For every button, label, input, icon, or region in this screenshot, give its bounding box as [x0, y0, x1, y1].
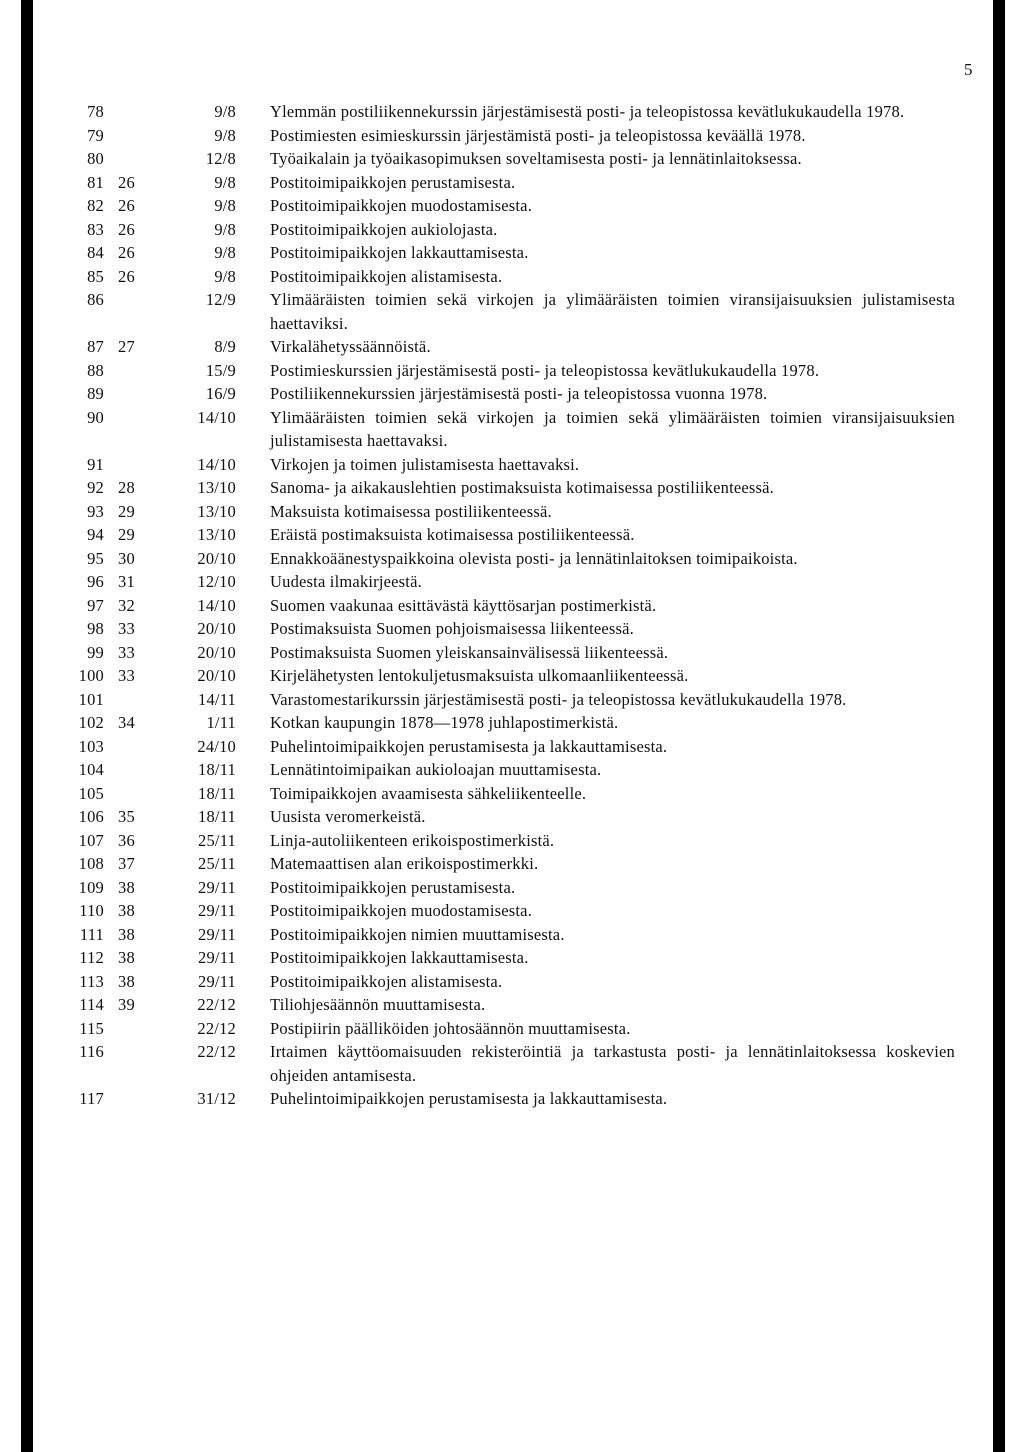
list-item — [0, 453, 1024, 477]
entry-title: Postimaksuista Suomen pohjoismaisessa liikenteessä. — [270, 619, 635, 638]
list-item — [0, 735, 1024, 759]
entry-date: 9/8 — [214, 102, 236, 121]
entry-date: 12/10 — [197, 572, 236, 591]
entry-date: 31/12 — [197, 1089, 236, 1108]
entry-date: 9/8 — [214, 196, 236, 215]
entry-number: 112 — [79, 948, 104, 967]
entry-date: 25/11 — [198, 854, 236, 873]
entry-number: 100 — [78, 666, 104, 685]
entry-date: 14/10 — [197, 595, 236, 615]
entry-page: 38 — [118, 924, 135, 944]
entry-page: 37 — [118, 854, 135, 873]
entry-number: 87 — [87, 337, 104, 356]
entry-date: 20/10 — [197, 619, 236, 638]
list-item — [0, 923, 1024, 947]
entry-date: 8/9 — [214, 337, 236, 356]
list-item — [0, 500, 1024, 524]
list-item — [0, 664, 1024, 688]
entry-page: 26 — [118, 243, 135, 262]
list-item — [0, 218, 1024, 242]
list-item — [0, 147, 1024, 171]
entry-title: Uusista veromerkeistä. — [270, 807, 426, 826]
entry-date: 9/8 — [214, 172, 236, 192]
entry-title: Maksuista kotimaisessa postiliikenteessä. — [270, 501, 552, 521]
entry-number: 116 — [79, 1042, 104, 1061]
entry-number: 115 — [79, 1018, 104, 1038]
entry-page: 33 — [118, 619, 135, 638]
entry-date: 12/9 — [205, 290, 236, 309]
entry-number: 109 — [78, 877, 104, 897]
list-item — [0, 852, 1024, 876]
entry-date: 15/9 — [205, 360, 236, 380]
entry-title: Puhelintoimipaikkojen perustamisesta ja lakkauttamisesta. — [270, 736, 668, 756]
entry-title: Tiliohjesäännön muuttamisesta. — [270, 995, 486, 1014]
entry-page: 31 — [118, 572, 135, 591]
entry-title: Postitoimipaikkojen lakkauttamisesta. — [270, 243, 529, 262]
entry-date: 29/11 — [198, 877, 236, 897]
entry-date: 14/10 — [197, 454, 236, 474]
entry-number: 96 — [87, 572, 104, 591]
entry-title: Postitoimipaikkojen alistamisesta. — [270, 971, 503, 991]
entry-page: 39 — [118, 995, 135, 1014]
entry-date: 25/11 — [198, 830, 236, 850]
entry-number: 84 — [87, 243, 104, 262]
list-item — [0, 899, 1024, 923]
list-item — [0, 570, 1024, 594]
entry-title: Postitoimipaikkojen aukiolojasta. — [270, 219, 498, 239]
list-item — [0, 758, 1024, 782]
entry-title: Irtaimen käyttöomaisuuden rekisteröintiä ja tarkastusta posti- ja lennätinlaitoksessa koskevien ohjeiden antamisesta. — [270, 1042, 955, 1085]
entry-date: 24/10 — [197, 736, 236, 756]
entry-title: Ylimääräisten toimien sekä virkojen ja toimien sekä ylimääräisten toimien viransijaisuuksien julistamisesta haettavaksi. — [270, 407, 955, 450]
entry-page: 27 — [118, 337, 135, 356]
entry-date: 14/10 — [197, 407, 236, 427]
entry-title: Postimaksuista Suomen yleiskansainvälisessä liikenteessä. — [270, 642, 669, 662]
entry-title: Puhelintoimipaikkojen perustamisesta ja lakkauttamisesta. — [270, 1089, 668, 1108]
entry-number: 80 — [87, 149, 104, 168]
entry-number: 113 — [79, 971, 104, 991]
entry-date: 20/10 — [197, 642, 236, 662]
list-item — [0, 711, 1024, 735]
list-item — [0, 288, 1024, 335]
entry-number: 94 — [87, 525, 104, 544]
entry-title: Suomen vaakunaa esittävästä käyttösarjan postimerkistä. — [270, 595, 657, 615]
list-item — [0, 688, 1024, 712]
entry-date: 29/11 — [198, 924, 236, 944]
entry-number: 82 — [87, 196, 104, 215]
list-item — [0, 641, 1024, 665]
entry-number: 93 — [87, 501, 104, 521]
entry-date: 13/10 — [197, 501, 236, 521]
entry-page: 35 — [118, 807, 135, 826]
list-item — [0, 970, 1024, 994]
entry-title: Postipiirin päälliköiden johtosäännön muuttamisesta. — [270, 1018, 631, 1038]
entry-page: 38 — [118, 971, 135, 991]
entry-date: 12/8 — [205, 149, 236, 168]
list-item — [0, 406, 1024, 453]
entry-title: Postitoimipaikkojen nimien muuttamisesta. — [270, 924, 565, 944]
list-item — [0, 265, 1024, 289]
entry-title: Virkalähetyssäännöistä. — [270, 337, 431, 356]
list-item — [0, 382, 1024, 406]
entry-date: 20/10 — [197, 548, 236, 568]
entry-number: 78 — [87, 102, 104, 121]
entry-title: Varastomestarikurssin järjestämisestä posti- ja teleopistossa kevätlukukaudella 1978. — [270, 689, 847, 709]
entry-date: 9/8 — [214, 266, 236, 286]
list-item — [0, 617, 1024, 641]
entry-date: 13/10 — [197, 525, 236, 544]
entry-number: 117 — [79, 1089, 104, 1108]
entry-page: 29 — [118, 525, 135, 544]
entry-date: 9/8 — [214, 243, 236, 262]
entry-title: Linja-autoliikenteen erikoispostimerkistä. — [270, 830, 555, 850]
entry-date: 1/11 — [206, 713, 236, 732]
entry-title: Virkojen ja toimen julistamisesta haettavaksi. — [270, 454, 580, 474]
entry-number: 99 — [87, 642, 104, 662]
entry-date: 18/11 — [198, 807, 236, 826]
entry-title: Sanoma- ja aikakauslehtien postimaksuista kotimaisessa postiliikenteessä. — [270, 478, 775, 497]
entry-page: 29 — [118, 501, 135, 521]
entry-list — [0, 100, 1024, 1111]
list-item — [0, 476, 1024, 500]
entry-page: 28 — [118, 478, 135, 497]
entry-page: 32 — [118, 595, 135, 615]
entry-date: 14/11 — [198, 689, 236, 709]
entry-number: 95 — [87, 548, 104, 568]
list-item — [0, 359, 1024, 383]
entry-date: 22/12 — [197, 1042, 236, 1061]
list-item — [0, 100, 1024, 124]
entry-number: 107 — [78, 830, 104, 850]
entry-page: 38 — [118, 948, 135, 967]
entry-date: 18/11 — [198, 783, 236, 803]
entry-number: 111 — [79, 924, 104, 944]
entry-page: 26 — [118, 196, 135, 215]
entry-page: 33 — [118, 666, 135, 685]
entry-title: Matemaattisen alan erikoispostimerkki. — [270, 854, 539, 873]
entry-date: 20/10 — [197, 666, 236, 685]
entry-number: 83 — [87, 219, 104, 239]
entry-date: 29/11 — [198, 901, 236, 920]
entry-title: Postitoimipaikkojen muodostamisesta. — [270, 196, 533, 215]
entry-title: Postimiesten esimieskurssin järjestämistä posti- ja teleopistossa keväällä 1978. — [270, 125, 806, 145]
entry-title: Postitoimipaikkojen perustamisesta. — [270, 877, 516, 897]
entry-title: Postitoimipaikkojen muodostamisesta. — [270, 901, 533, 920]
entry-title: Ylimääräisten toimien sekä virkojen ja ylimääräisten toimien viransijaisuuksien julistamisesta haettaviksi. — [270, 290, 955, 333]
entry-number: 106 — [78, 807, 104, 826]
entry-page: 26 — [118, 266, 135, 286]
list-item — [0, 594, 1024, 618]
entry-number: 103 — [78, 736, 104, 756]
entry-date: 29/11 — [198, 948, 236, 967]
entry-number: 108 — [78, 854, 104, 873]
list-item — [0, 1040, 1024, 1087]
entry-number: 89 — [87, 384, 104, 403]
entry-page: 30 — [118, 548, 135, 568]
entry-title: Postimieskurssien järjestämisestä posti- ja teleopistossa kevätlukukaudella 1978. — [270, 360, 820, 380]
entry-number: 101 — [78, 689, 104, 709]
entry-date: 13/10 — [197, 478, 236, 497]
entry-title: Uudesta ilmakirjeestä. — [270, 572, 422, 591]
list-item — [0, 805, 1024, 829]
entry-number: 114 — [79, 995, 104, 1014]
entry-number: 90 — [87, 407, 104, 427]
entry-number: 102 — [78, 713, 104, 732]
list-item — [0, 523, 1024, 547]
list-item — [0, 1087, 1024, 1111]
entry-number: 81 — [87, 172, 104, 192]
entry-number: 85 — [87, 266, 104, 286]
entry-title: Postitoimipaikkojen alistamisesta. — [270, 266, 503, 286]
entry-title: Postitoimipaikkojen lakkauttamisesta. — [270, 948, 529, 967]
list-item — [0, 829, 1024, 853]
entry-date: 22/12 — [197, 995, 236, 1014]
entry-page: 26 — [118, 219, 135, 239]
entry-number: 91 — [87, 454, 104, 474]
entry-title: Kirjelähetysten lentokuljetusmaksuista ulkomaanliikenteessä. — [270, 666, 689, 685]
list-item — [0, 782, 1024, 806]
entry-number: 88 — [87, 360, 104, 380]
entry-date: 18/11 — [198, 760, 236, 779]
entry-page: 26 — [118, 172, 135, 192]
page-number: 5 — [964, 60, 973, 79]
entry-page: 38 — [118, 901, 135, 920]
entry-page: 38 — [118, 877, 135, 897]
list-item — [0, 194, 1024, 218]
list-item — [0, 1017, 1024, 1041]
entry-number: 104 — [78, 760, 104, 779]
entry-date: 22/12 — [197, 1018, 236, 1038]
entry-date: 29/11 — [198, 971, 236, 991]
entry-page: 33 — [118, 642, 135, 662]
entry-number: 97 — [87, 595, 104, 615]
list-item — [0, 171, 1024, 195]
entry-title: Toimipaikkojen avaamisesta sähkeliikenteelle. — [270, 783, 587, 803]
entry-title: Kotkan kaupungin 1878—1978 juhlapostimerkistä. — [270, 713, 619, 732]
entry-page: 36 — [118, 830, 135, 850]
entry-title: Työaikalain ja työaikasopimuksen soveltamisesta posti- ja lennätinlaitoksessa. — [270, 149, 802, 168]
list-item — [0, 241, 1024, 265]
entry-date: 16/9 — [205, 384, 236, 403]
list-item — [0, 876, 1024, 900]
entry-title: Lennätintoimipaikan aukioloajan muuttamisesta. — [270, 760, 602, 779]
entry-number: 79 — [87, 125, 104, 145]
list-item — [0, 993, 1024, 1017]
list-item — [0, 335, 1024, 359]
entry-date: 9/8 — [214, 219, 236, 239]
entry-number: 86 — [87, 290, 104, 309]
entry-title: Ylemmän postiliikennekurssin järjestämisestä posti- ja teleopistossa kevätlukukaudella 1978. — [270, 102, 905, 121]
entry-title: Ennakkoäänestyspaikkoina olevista posti- ja lennätinlaitoksen toimipaikoista. — [270, 548, 798, 568]
entry-number: 110 — [79, 901, 104, 920]
entry-title: Postitoimipaikkojen perustamisesta. — [270, 172, 516, 192]
entry-number: 92 — [87, 478, 104, 497]
entry-page: 34 — [118, 713, 135, 732]
entry-number: 98 — [87, 619, 104, 638]
entry-number: 105 — [78, 783, 104, 803]
list-item — [0, 124, 1024, 148]
list-item — [0, 946, 1024, 970]
list-item — [0, 547, 1024, 571]
entry-title: Postiliikennekurssien järjestämisestä posti- ja teleopistossa vuonna 1978. — [270, 384, 768, 403]
entry-date: 9/8 — [214, 125, 236, 145]
entry-title: Eräistä postimaksuista kotimaisessa postiliikenteessä. — [270, 525, 635, 544]
